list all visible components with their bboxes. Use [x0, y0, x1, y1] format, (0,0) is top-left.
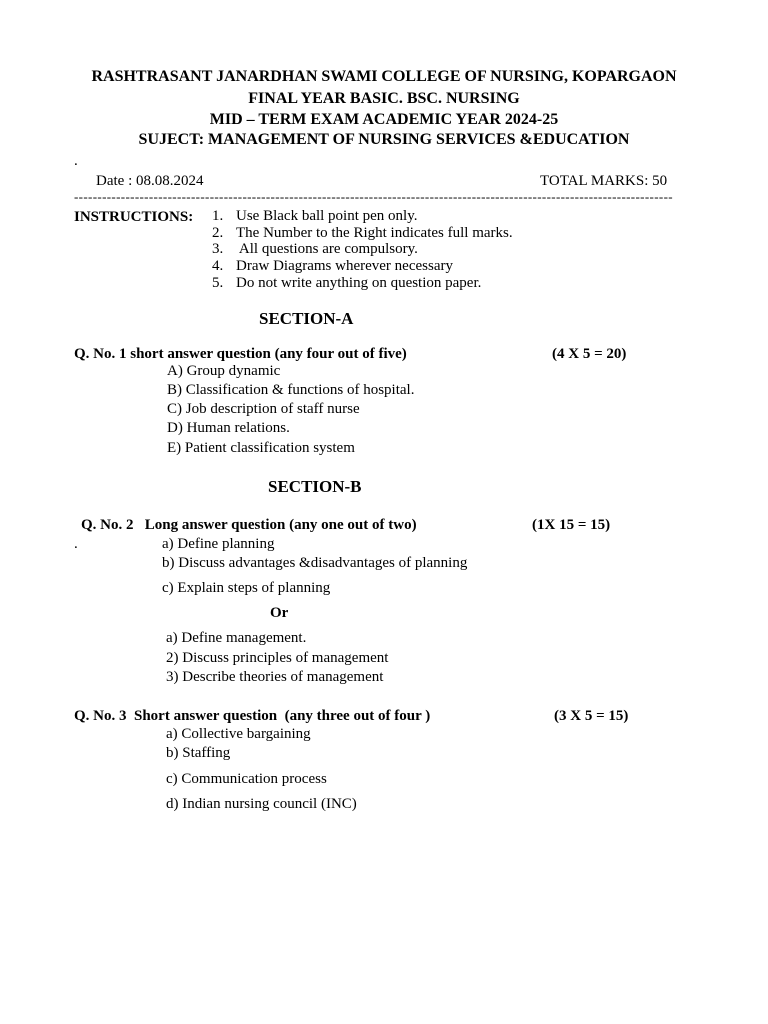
- instruction-text: Do not write anything on question paper.: [236, 275, 482, 291]
- exam-date: Date : 08.08.2024: [96, 173, 204, 189]
- instructions-label: INSTRUCTIONS:: [74, 209, 194, 225]
- separator-line: --------------------------------------------------------------------------------------------------------------------------------: [74, 190, 673, 203]
- q1-option: B) Classification & functions of hospital.: [167, 382, 415, 398]
- q2-option: a) Define planning: [162, 536, 275, 552]
- instruction-item: [212, 275, 481, 292]
- instruction-number: 2.: [212, 225, 224, 241]
- instruction-text: Use Black ball point pen only.: [236, 208, 418, 224]
- q3-heading: Q. No. 3 Short answer question (any three out of four ): [74, 708, 431, 724]
- q2-option: 2) Discuss principles of management: [166, 650, 389, 666]
- instruction-item: [212, 225, 513, 242]
- instruction-item: [212, 258, 453, 275]
- instruction-number: 4.: [212, 258, 224, 274]
- or-separator: Or: [270, 605, 289, 621]
- subject-title: SUJECT: MANAGEMENT OF NURSING SERVICES &EDUCATION: [138, 131, 630, 148]
- q2-option: b) Discuss advantages &disadvantages of planning: [162, 555, 468, 571]
- course-title: FINAL YEAR BASIC. BSC. NURSING: [248, 90, 520, 107]
- q3-marks: (3 X 5 = 15): [554, 708, 629, 724]
- section-b-title: SECTION-B: [268, 477, 362, 496]
- q2-marks: (1X 15 = 15): [532, 517, 611, 533]
- instruction-item: [212, 208, 418, 225]
- total-marks: TOTAL MARKS: 50: [540, 173, 668, 189]
- instruction-text: The Number to the Right indicates full marks.: [236, 225, 513, 241]
- q2-heading: Q. No. 2 Long answer question (any one out of two): [81, 517, 417, 533]
- instruction-number: 3.: [212, 241, 224, 257]
- stray-dot: .: [74, 153, 78, 169]
- college-name: RASHTRASANT JANARDHAN SWAMI COLLEGE OF NURSING, KOPARGAON: [91, 68, 677, 85]
- instruction-number: 1.: [212, 208, 224, 224]
- instruction-number: 5.: [212, 275, 224, 291]
- q2-option: 3) Describe theories of management: [166, 669, 384, 685]
- exam-title: MID – TERM EXAM ACADEMIC YEAR 2024-25: [209, 111, 559, 128]
- instruction-text: All questions are compulsory.: [236, 241, 418, 257]
- instruction-text: Draw Diagrams wherever necessary: [236, 258, 453, 274]
- section-a-title: SECTION-A: [259, 309, 354, 328]
- q3-option: c) Communication process: [166, 771, 327, 787]
- instruction-item: [212, 241, 418, 258]
- stray-dot: .: [74, 536, 78, 552]
- q3-option: a) Collective bargaining: [166, 726, 311, 742]
- q1-heading: Q. No. 1 short answer question (any four out of five): [74, 346, 407, 362]
- q3-option: b) Staffing: [166, 745, 231, 761]
- q1-option: C) Job description of staff nurse: [167, 401, 360, 417]
- q2-option: a) Define management.: [166, 630, 307, 646]
- q1-option: A) Group dynamic: [167, 363, 281, 379]
- q3-option: d) Indian nursing council (INC): [166, 796, 357, 812]
- q1-marks: (4 X 5 = 20): [552, 346, 627, 362]
- q1-option: E) Patient classification system: [167, 440, 355, 456]
- q2-option: c) Explain steps of planning: [162, 580, 331, 596]
- q1-option: D) Human relations.: [167, 420, 290, 436]
